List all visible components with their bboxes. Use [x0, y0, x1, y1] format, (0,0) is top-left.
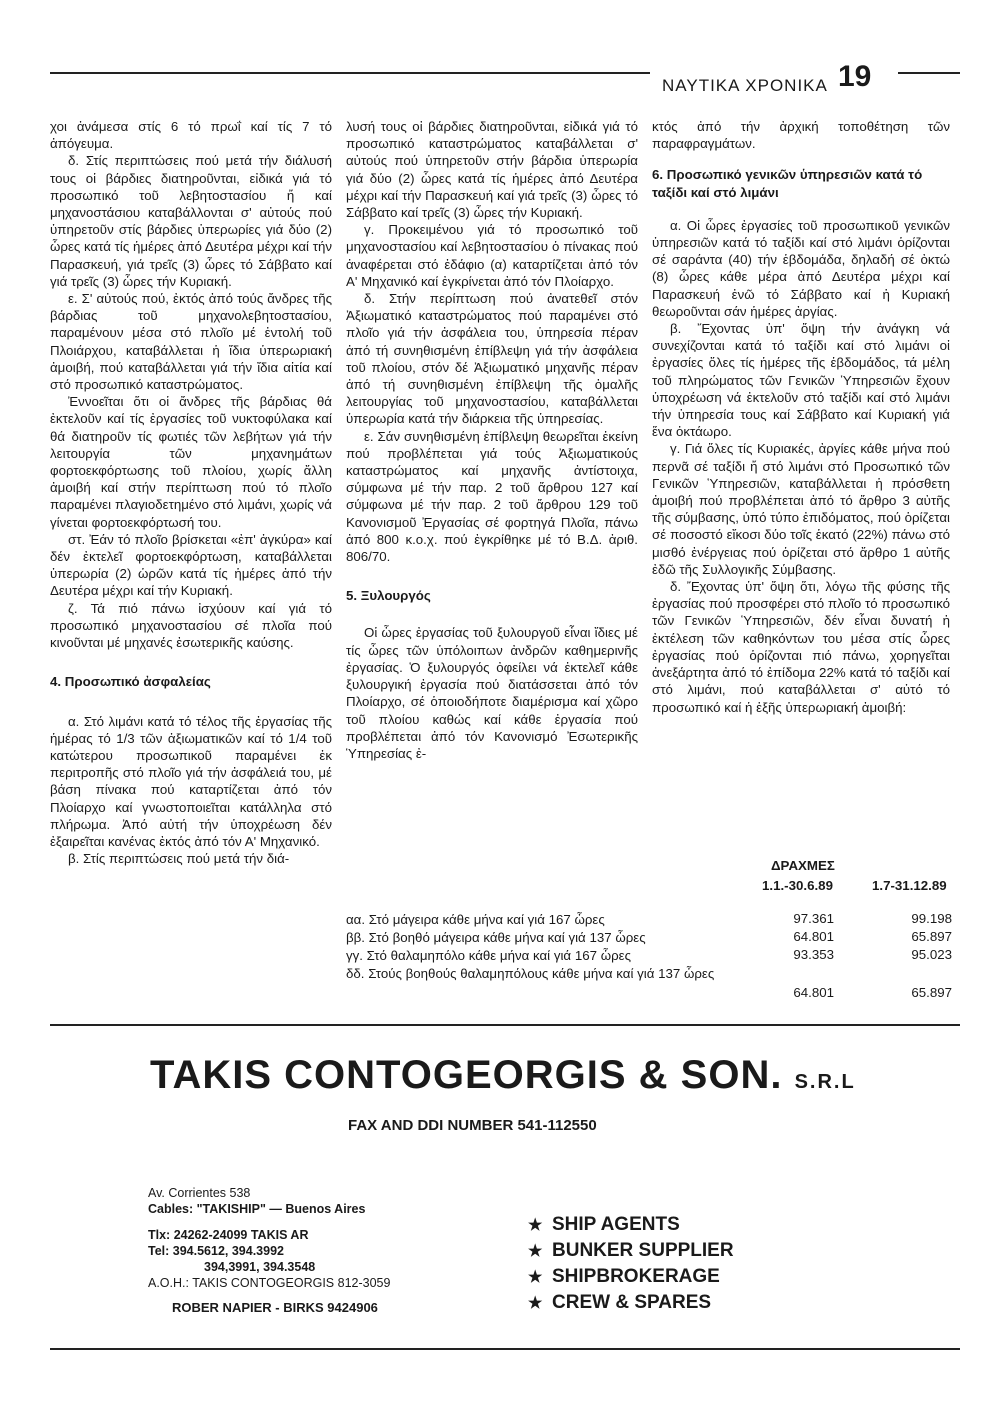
wage-value-period-2: 95.023 — [911, 947, 952, 962]
paragraph: δ. Ἔχοντας ὑπ' ὄψη ὅτι, λόγω τῆς φύσης τῆς ἐργασίας πού προσφέρει στό πλοῖο τό προσωπικό τῶν Γενικῶν Ὑπηρεσιῶν, δέν εἶναι δυνατή ἡ ἐκτέλεση τῶν καθηκόντων του μέσα στίς ὧρες ἐργασίας πού ὁρίζονται πιό πάνω, χορηγεῖται ἀνεξάρτητα ἀπό τό ἐπίδομα 22% κατά τό ταξίδι καί στό λιμάνι, πού καταβάλλεται σ' αὐτό τό προσωπικό καί ἡ ἑξῆς ὑπερωριακή ἀμοιβή: — [652, 579, 950, 715]
paragraph: Ἐννοεῖται ὅτι οἱ ἄνδρες τῆς βάρδιας θά ἐκτελοῦν καί τίς ἐργασίες τοῦ νυκτοφύλακα καί θά διατηροῦν τίς φωτιές τῶν λεβήτων γιά τήν λειτουργία τῶν μηχανημάτων φορτοεκφόρτωσης τοῦ πλοίου, χωρίς ἄλλη ἀμοιβή καί στήν περίπτωση πού τό πλοῖο παραμένει πλαγιοδετημένο στό λιμάνι, χωρίς νά γίνεται φορτοεκφόρτωσή του. — [50, 394, 332, 530]
wage-row — [346, 965, 952, 1001]
advertiser-name — [150, 1053, 856, 1098]
paragraph: β. Ἔχοντας ὑπ' ὄψη τήν ἀνάγκη νά συνεχίζονται κατά τό ταξίδι καί στό λιμάνι οἱ ἐργασίες ὅλες τίς ἡμέρες τῆς ἑβδομάδος, τά μέλη τοῦ πληρώματος τῶν Γενικῶν Ὑπηρεσιῶν ἔχουν ὑποχρέωση νά ἐκτελοῦν στό ταξίδι καί στό λιμάνι τήν ὑπηρεσία τους καί Σάββατο καί Κυριακή γιά ἕνα ὀκτάωρο. — [652, 321, 950, 440]
star-icon: ★ — [528, 1269, 543, 1286]
telex-number: Tlx: 24262-24099 TAKIS AR — [148, 1228, 309, 1242]
wage-value-period-1: 97.361 — [793, 911, 834, 926]
star-icon: ★ — [528, 1217, 543, 1234]
paragraph: ζ. Τά πιό πάνω ἰσχύουν καί γιά τό προσωπικό μηχανοστασίου σέ πλοῖα πού κινοῦνται μέ μηχανές ἐσωτερικῆς καύσης. — [50, 600, 332, 651]
paragraph: κτός ἀπό τήν ἀρχική τοποθέτηση τῶν παραφραγμάτων. — [652, 119, 950, 152]
after-hours-contact: A.O.H.: TAKIS CONTOGEORGIS 812-3059 — [148, 1276, 391, 1290]
star-icon: ★ — [528, 1295, 543, 1312]
paragraph: λυσή τους οἱ βάρδιες διατηροῦνται, εἰδικά γιά τό προσωπικό καταστρώματος καταβάλλεται σ' αὐτούς πού ὑπηρετοῦν στήν βάρδια ὑπερωρία γιά δύο (2) ὧρες κατά τίς ἡμέρες ἀπό Δευτέρα μέχρι καί τήν Παρασκευή καί γιά τρεῖς (3) ὧρες τό Σάββατο καί τρεῖς (3) ὧρες τήν Κυριακή. — [346, 119, 638, 221]
fax-number: FAX AND DDI NUMBER 541-112550 — [348, 1117, 597, 1134]
wage-label: γγ. Στό θαλαμηπόλο κάθε μήνα καί γιά 167 ὧρες — [346, 948, 631, 963]
article-column-3 — [652, 118, 950, 716]
wage-label: δδ. Στούς βοηθούς θαλαμηπόλους κάθε μήνα καί γιά 137 ὧρες — [346, 966, 715, 981]
advertisement-top-rule — [50, 1024, 960, 1026]
contact-details — [148, 1185, 390, 1291]
service-item — [528, 1290, 734, 1316]
service-item — [528, 1264, 734, 1290]
article-column-1 — [50, 118, 332, 867]
paragraph: α. Στό λιμάνι κατά τό τέλος τῆς ἐργασίας τῆς ἡμέρας τό 1/3 τῶν ἀξιωματικῶν καί τό 1/4 τοῦ κατώτερου προσωπικοῦ παραμένει ἐκ περιτροπῆς στό πλοῖο γιά τήν ἀσφάλειά του, μέ βάση πίνακα πού καταρτίζεται ἀπό τόν Πλοίαρχο καί γνωστοποιεῖται κατάλληλα στό πλήρωμα. Ἀπό αὐτή τήν ὑποχρέωση δέν ἐξαιρεῖται κανένας ἐκτός ἀπό τόν Α' Μηχανικό. — [50, 713, 332, 849]
services-list — [528, 1212, 734, 1316]
wage-currency-header: ΔΡΑΧΜΕΣ — [771, 858, 835, 873]
wage-table — [346, 911, 952, 1001]
paragraph: χοι ἀνάμεσα στίς 6 τό πρωΐ καί τίς 7 τό ἀπόγευμα. — [50, 119, 332, 152]
wage-row — [346, 911, 952, 929]
wage-value-period-2: 65.897 — [911, 985, 952, 1000]
wage-period-2-header: 1.7-31.12.89 — [872, 878, 947, 893]
street-address: Av. Corrientes 538 — [148, 1186, 251, 1200]
header-rule-right — [898, 72, 960, 74]
wage-value-period-1: 64.801 — [793, 985, 834, 1000]
service-item — [528, 1212, 734, 1238]
wage-period-1-header: 1.1.-30.6.89 — [762, 878, 833, 893]
paragraph: Οἱ ὧρες ἐργασίας τοῦ ξυλουργοῦ εἶναι ἴδιες μέ τίς ὧρες τῶν ὑπόλοιπων ἀνδρῶν καθημερινῆς ἐργασίας. Ὁ ξυλουργός ὀφείλει νά ἐκτελεῖ κάθε ξυλουργική ἐργασία πού διατάσσεται ἀπό τόν Πλοίαρχο, σέ ὁποιοδήποτε διαμέρισμα καί χῶρο τοῦ πλοίου καθώς καί κάθε ἐργασία πού προβλέπεται ἀπό τόν Κανονισμό Ἐσωτερικῆς Ὑπηρεσίας ἐ- — [346, 625, 638, 761]
section-heading: 6. Προσωπικό γενικῶν ὑπηρεσιῶν κατά τό ταξίδι καί στό λιμάνι — [652, 167, 923, 200]
cables-address: Cables: "TAKISHIP" — Buenos Aires — [148, 1202, 366, 1216]
wage-value-period-1: 93.353 — [793, 947, 834, 962]
wage-label: αα. Στό μάγειρα κάθε μήνα καί γιά 167 ὧρες — [346, 912, 605, 927]
wage-value-period-2: 99.198 — [911, 911, 952, 926]
paragraph: δ. Στήν περίπτωση πού ἀνατεθεῖ στόν Ἀξιωματικό καταστρώματος πού παραμένει στό πλοῖο γιά τήν ἀσφάλεια του, ὑπηρεσία πέραν ἀπό τή συνηθισμένη ἐπίβλεψη γιά τήν ἀσφάλεια τοῦ πλοίου, στόν δέ Ἀξιωματικό μηχανῆς πέραν ἀπό τή συνηθισμένη ἐπίβλεψη τῆς ὁμαλῆς λειτουργίας τοῦ μηχανοστασίου, καταβάλλεται ὑπερωρία κατά τήν διάρκεια τῆς ὑπηρεσίας. — [346, 291, 638, 427]
star-icon: ★ — [528, 1243, 543, 1260]
page-number: 19 — [838, 60, 872, 93]
wage-row — [346, 947, 952, 965]
service-label: SHIPBROKERAGE — [552, 1266, 720, 1287]
service-item — [528, 1238, 734, 1264]
paragraph: γ. Γιά ὅλες τίς Κυριακές, ἀργίες κάθε μήνα πού περνᾶ σέ ταξίδι ἤ στό λιμάνι στό Προσωπικό τῶν Γενικῶν Ὑπηρεσιῶν, καταβάλλεται ἡ πρόσθετη ἀμοιβή πού προβλέπεται ἀπό τό ἄρθρο 3 αὐτῆς τῆς σύμβασης, ὑπό τύπο ἐπιδόματος, πού ὁρίζεται σέ ποσοστό εἴκοσι δύο τοῖς ἑκατό (22%) πάνω στό μισθό ἐνέργειας πού ὁρίζεται στό ἄρθρο 1 αὐτῆς ἐδῶ τῆς Συλλογικῆς Σύμβασης. — [652, 441, 950, 577]
company-name: TAKIS CONTOGEORGIS & SON. — [150, 1053, 783, 1097]
paragraph: δ. Στίς περιπτώσεις πού μετά τήν διάλυσή τους οἱ βάρδιες διατηροῦνται, εἰδικά γιά τό προσωπικό τοῦ λεβητοστασίου ἤ καί μηχανοστάσιου καταβάλλονται σ' αὐτούς πού ὑπηρετοῦν στίς βάρδιες ὑπερωρίες γιά δύο (2) ὧρες κατά τίς ἡμέρες ἀπό Δευτέρα μέχρι καί τήν Παρασκευή, γιά τρεῖς (3) ὧρες τό Σάββατο καί γιά τρεῖς (3) ὧρες τήν Κυριακή. — [50, 153, 332, 289]
service-label: SHIP AGENTS — [552, 1214, 680, 1235]
article-column-2 — [346, 118, 638, 762]
telephone-numbers-cont: 394,3991, 394.3548 — [204, 1260, 316, 1274]
paragraph: γ. Προκειμένου γιά τό προσωπικό τοῦ μηχανοστασίου καί λεβητοστασίου ὁ πίνακας πού ἀναφέρεται στό ἐδάφιο (α) καταρτίζεται ἀπό τόν Α' Μηχανικό καί ἐγκρίνεται ἀπό τόν Πλοίαρχο. — [346, 222, 638, 289]
section-heading: 4. Προσωπικό ἀσφαλείας — [50, 674, 211, 690]
advertisement-bottom-rule — [50, 1348, 960, 1350]
company-suffix: S.R.L — [794, 1071, 856, 1093]
paragraph: α. Οἱ ὧρες ἐργασίες τοῦ προσωπικοῦ γενικῶν ὑπηρεσιῶν κατά τό ταξίδι καί στό λιμάνι ὁρίζονται σέ σαράντα (40) τήν ἑβδομάδα, δηλαδή σέ ὀκτώ (8) ὧρες κάθε μέρα ἀπό Δευτέρα μέχρι καί Παρασκευή ἐνῶ τό Σάββατο καί ἡ Κυριακή θεωροῦνται σάν ἡμέρες ἀργίας. — [652, 217, 950, 319]
section-heading: 5. Ξυλουργός — [346, 588, 431, 604]
service-label: BUNKER SUPPLIER — [552, 1240, 734, 1261]
service-label: CREW & SPARES — [552, 1292, 712, 1313]
rober-napier-line: ROBER NAPIER - BIRKS 9424906 — [172, 1300, 378, 1315]
telephone-numbers: Tel: 394.5612, 394.3992 — [148, 1244, 284, 1258]
wage-row — [346, 929, 952, 947]
paragraph: β. Στίς περιπτώσεις πού μετά τήν διά- — [68, 851, 290, 867]
paragraph: ε. Σ' αὐτούς πού, ἐκτός ἀπό τούς ἄνδρες τῆς βάρδιας τοῦ μηχανολεβητοστασίου, παραμένουν μέσα στό πλοῖο μέ ἐντολή τοῦ Πλοιάρχου, καταβάλλεται ἡ ἴδια ὑπερωριακή ἀμοιβή, πού καταβάλλεται γιά τήν ἴδια αἰτία καί στό προσωπικό καταστρώματος. — [50, 291, 332, 393]
magazine-title: ΝΑΥΤΙΚΑ ΧΡΟΝΙΚΑ — [662, 76, 828, 95]
paragraph: στ. Ἐάν τό πλοῖο βρίσκεται «ἐπ' ἀγκύρα» καί δέν ἐκτελεῖ φορτοεκφόρτωση, καταβάλλεται ὑπερωρία (2) ὡρῶν κατά τίς ἡμέρες ἀπό τήν Δευτέρα μέχρι καί τήν Κυριακή. — [50, 531, 332, 599]
wage-label: ββ. Στό βοηθό μάγειρα κάθε μήνα καί γιά 137 ὧρες — [346, 930, 646, 945]
wage-value-period-2: 65.897 — [911, 929, 952, 944]
wage-value-period-1: 64.801 — [793, 929, 834, 944]
paragraph: ε. Σάν συνηθισμένη ἐπίβλεψη θεωρεῖται ἐκείνη πού προβλέπεται γιά τούς Ἀξιωματικούς καταστρώματος καί μηχανῆς ἀντίστοιχα, σύμφωνα μέ τήν παρ. 2 τοῦ ἄρθρου 127 καί σύμφωνα μέ τήν παρ. 2 τοῦ ἄρθρου 129 τοῦ Κανονισμοῦ Ἐργασίας σέ φορτηγά Πλοῖα, πάνω ἀπό 800 κ.ο.χ. πού ἐγκρίθηκε μέ τό Β.Δ. ἀριθ. 806/70. — [346, 428, 638, 565]
header-rule-left — [50, 72, 650, 74]
